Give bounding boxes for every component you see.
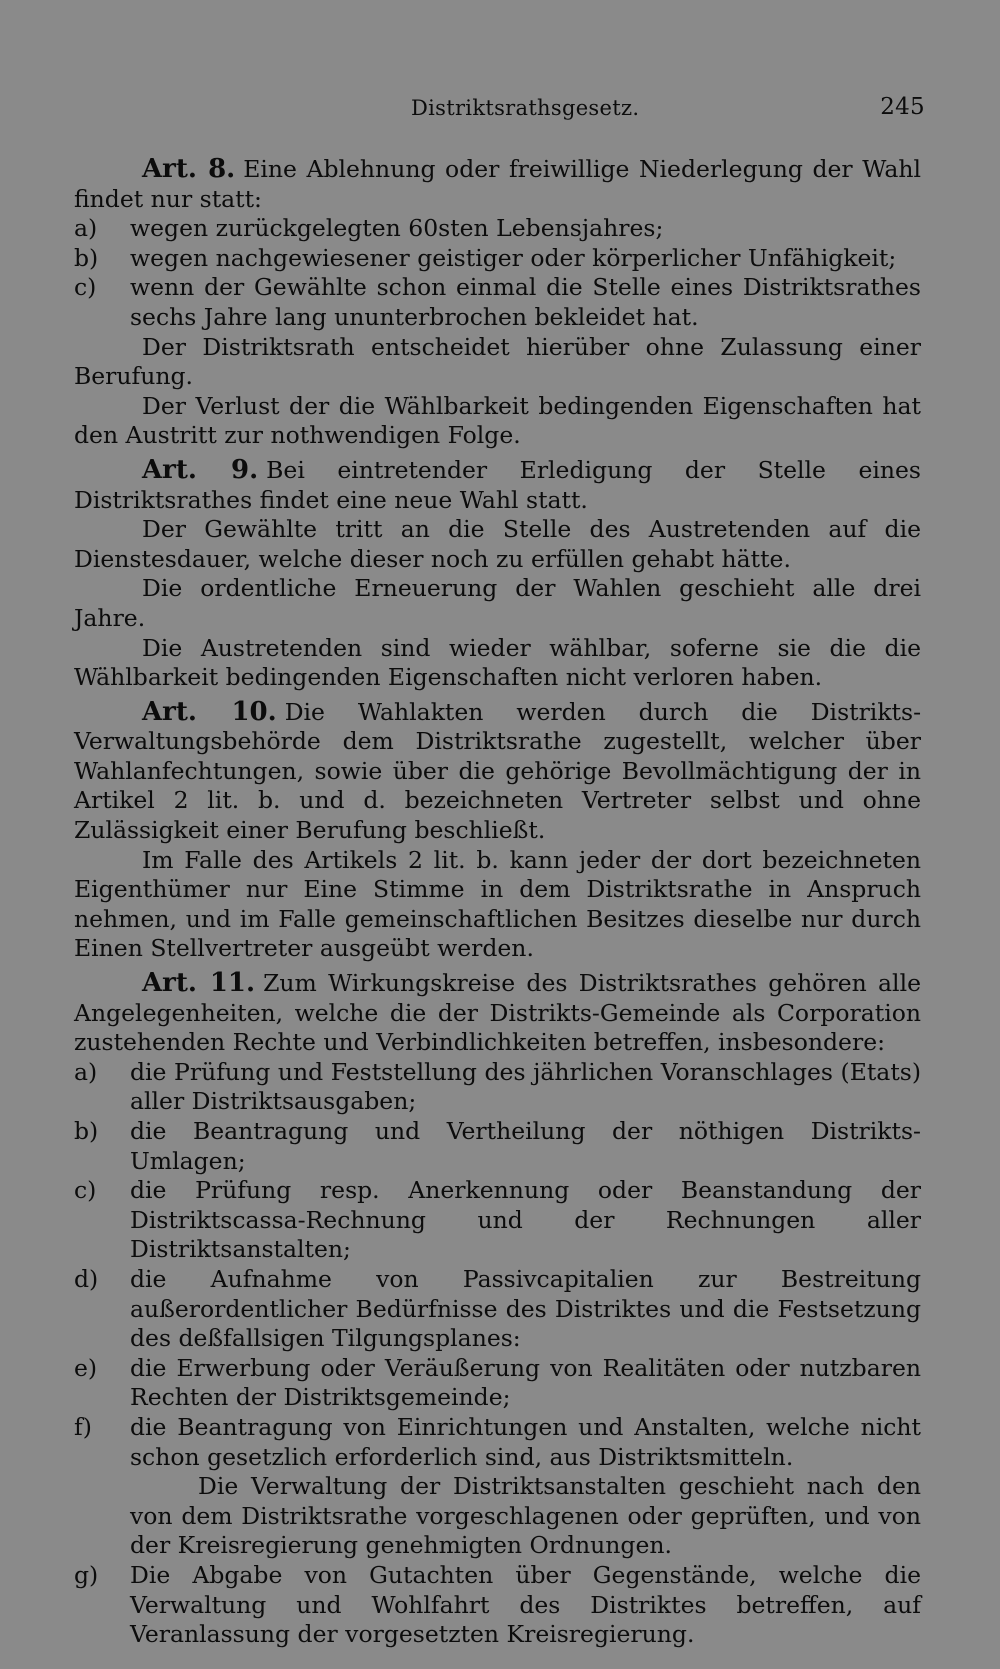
article-8-title: Art. 8. (142, 154, 236, 184)
article-10 (74, 698, 921, 964)
list-item (74, 1354, 921, 1413)
list-text: wegen zurückgelegten 60sten Lebensjahres; (130, 214, 664, 243)
list-text: die Aufnahme von Passivcapitalien zur Bestreitung außerordentlicher Bedürfnisse des Distriktes und die Festsetzung des deßfallsigen Tilgungsplanes: (130, 1264, 921, 1353)
list-marker: a) (74, 1057, 98, 1086)
article-11-intro (74, 969, 921, 1058)
list-text: die Beantragung von Einrichtungen und Anstalten, welche nicht schon gesetzlich erforderlich sind, aus Distriktsmitteln. (130, 1412, 921, 1471)
article-8-intro (74, 155, 921, 214)
list-marker: b) (74, 1117, 99, 1145)
article-11-title: Art. 11. (142, 968, 256, 999)
subparagraph: Die Verwaltung der Distriktsanstalten geschieht nach den von dem Distriktsrathe vorgeschlagenen oder geprüften, und von der Kreisregierung genehmigten Ordnungen. (130, 1472, 921, 1560)
list-text: die Prüfung resp. Anerkennung oder Beanstandung der Distriktscassa-Rechnung und der Rechnungen aller Distriktsanstalten; (130, 1176, 921, 1264)
list-item (74, 273, 921, 332)
list-text: die Beantragung und Vertheilung der nöthigen Distrikts-Umlagen; (130, 1117, 921, 1175)
list-text: wegen nachgewiesener geistiger oder körperlicher Unfähigkeit; (130, 243, 897, 272)
list-item (74, 1265, 921, 1354)
article-10-intro-text: Die Wahlakten werden durch die Distrikts-Verwaltungsbehörde dem Distriktsrathe zugestellt, welcher über Wahlanfechtungen, sowie über die gehörige Bevollmächtigung der in Artikel 2 lit. b. und d. bezeichneten Vertreter selbst und ohne Zulässigkeit einer Berufung beschließt. (74, 697, 922, 845)
paragraph: Der Verlust der die Wählbarkeit bedingenden Eigenschaften hat den Austritt zur nothwendigen Folge. (74, 391, 921, 450)
list-marker: c) (74, 1176, 97, 1205)
article-9-intro-text: Bei eintretender Erledigung der Stelle eines Distriktsrathes findet eine neue Wahl statt. (74, 455, 921, 514)
article-9-intro (74, 456, 921, 515)
list-item (74, 1117, 921, 1176)
list-text: die Erwerbung oder Veräußerung von Realitäten oder nutzbaren Rechten der Distriktsgemeinde; (130, 1353, 921, 1412)
paragraph: Der Distriktsrath entscheidet hierüber ohne Zulassung einer Berufung. (74, 332, 921, 391)
article-9 (74, 456, 921, 693)
article-11-intro-text: Zum Wirkungskreise des Distriktsrathes gehören alle Angelegenheiten, welche die der Distrikts-Gemeinde als Corporation zustehenden Rechte und Verbindlichkeiten betreffen, insbesondere: (74, 969, 921, 1057)
list-item (74, 1176, 921, 1265)
page-number: 245 (880, 94, 925, 120)
list-marker: b) (74, 243, 99, 272)
list-marker: f) (74, 1412, 92, 1441)
list-item (74, 1413, 921, 1472)
list-marker: g) (74, 1560, 99, 1589)
list-text: Die Abgabe von Gutachten über Gegenstände, welche die Verwaltung und Wohlfahrt des Distriktes betreffen, auf Veranlassung der vorgesetzten Kreisregierung. (130, 1560, 921, 1649)
article-8 (74, 155, 921, 451)
article-9-title: Art. 9. (142, 454, 259, 485)
article-10-title: Art. 10. (142, 696, 277, 727)
article-10-intro (74, 698, 921, 846)
list-marker: e) (74, 1353, 98, 1382)
page-body (74, 155, 921, 1650)
list-text: die Prüfung und Feststellung des jährlichen Voranschlages (Etats) aller Distriktsausgaben; (130, 1057, 921, 1116)
page-header (0, 94, 1000, 126)
article-11 (74, 969, 921, 1650)
list-item (74, 1058, 921, 1117)
list-item (74, 214, 921, 244)
paragraph: Im Falle des Artikels 2 lit. b. kann jeder der dort bezeichneten Eigenthümer nur Eine Stimme in dem Distriktsrathe in Anspruch nehmen, und im Falle gemeinschaftlichen Besitzes dieselbe nur durch Einen Stellvertreter ausgeübt werden. (74, 845, 921, 963)
running-title: Distriktsrathsgesetz. (411, 96, 640, 120)
list-item (74, 244, 921, 274)
list-item (74, 1561, 921, 1650)
paragraph: Die ordentliche Erneuerung der Wahlen geschieht alle drei Jahre. (74, 574, 921, 632)
list-text: wenn der Gewählte schon einmal die Stelle eines Distriktsrathes sechs Jahre lang ununterbrochen bekleidet hat. (130, 273, 921, 331)
paragraph: Der Gewählte tritt an die Stelle des Austretenden auf die Dienstesdauer, welche dieser noch zu erfüllen gehabt hätte. (74, 515, 921, 573)
list-marker: a) (74, 214, 98, 243)
paragraph: Die Austretenden sind wieder wählbar, soferne sie die die Wählbarkeit bedingenden Eigenschaften nicht verloren haben. (74, 633, 921, 692)
list-marker: c) (74, 273, 97, 302)
list-marker: d) (74, 1264, 99, 1293)
article-8-intro-text: Eine Ablehnung oder freiwillige Niederlegung der Wahl findet nur statt: (74, 155, 921, 213)
